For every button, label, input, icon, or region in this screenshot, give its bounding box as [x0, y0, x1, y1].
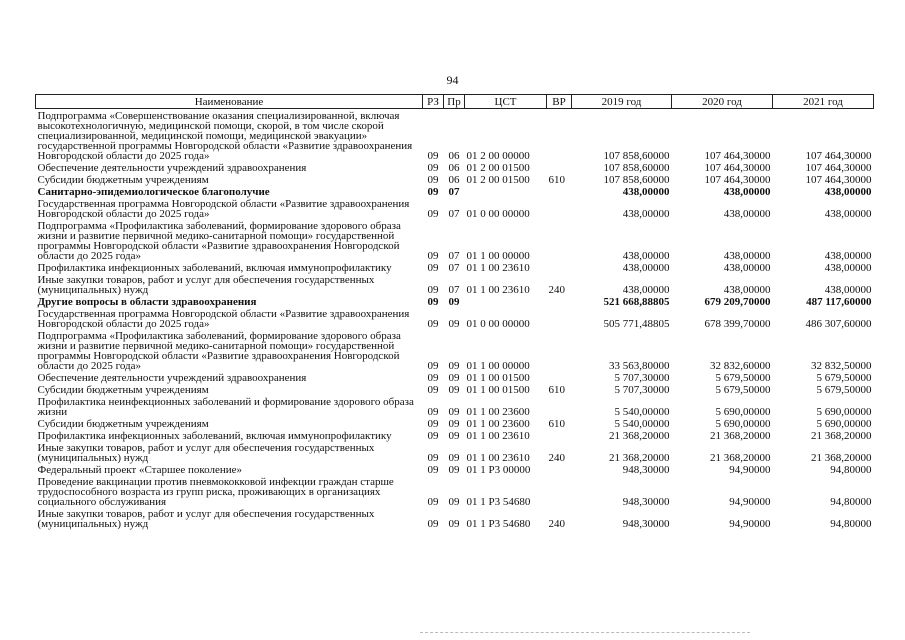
- row-vr: [547, 371, 572, 383]
- row-pr: 09: [448, 464, 460, 476]
- table-row: [36, 197, 874, 219]
- row-cst: 01 1 00 23610: [466, 262, 530, 274]
- row-2020: 679 209,70000: [704, 296, 771, 308]
- footer-rule: [420, 632, 750, 635]
- row-vr: [547, 329, 572, 371]
- row-2020: 94,90000: [729, 496, 771, 508]
- header-rz: РЗ: [423, 95, 444, 109]
- table-row: [36, 507, 874, 529]
- row-name: Профилактика инфекционных заболеваний, включая иммунопрофилактику: [37, 430, 392, 442]
- table-row: [36, 329, 874, 371]
- row-rz: 09: [427, 430, 439, 442]
- row-2020: 32 832,60000: [710, 360, 771, 372]
- row-2021: 438,00000: [824, 284, 872, 296]
- row-cst: 01 1 00 00000: [466, 360, 530, 372]
- row-2021: 94,80000: [830, 464, 872, 476]
- row-2020: 21 368,20000: [710, 452, 771, 464]
- row-2020: 678 399,70000: [704, 318, 771, 330]
- row-2019: 5 540,00000: [614, 418, 670, 430]
- row-vr: [547, 295, 572, 307]
- row-pr: 09: [448, 360, 460, 372]
- row-2021: 486 307,60000: [805, 318, 872, 330]
- row-2021: 21 368,20000: [811, 430, 872, 442]
- table-row: [36, 219, 874, 261]
- row-pr: 09: [448, 418, 460, 430]
- row-name: Другие вопросы в области здравоохранения: [37, 296, 257, 308]
- row-2021: 438,00000: [824, 186, 872, 198]
- table-row: [36, 475, 874, 507]
- row-2021: 32 832,50000: [811, 360, 872, 372]
- row-2019: 21 368,20000: [609, 430, 670, 442]
- row-rz: 09: [427, 284, 439, 296]
- row-2019: 948,30000: [622, 518, 670, 530]
- row-pr: 09: [448, 406, 460, 418]
- row-2021: 487 117,60000: [806, 296, 872, 308]
- row-name: Обеспечение деятельности учреждений здравоохранения: [37, 372, 307, 384]
- row-cst: 01 1 00 23600: [466, 406, 530, 418]
- row-2020: 94,90000: [729, 464, 771, 476]
- row-cst: 01 1 00 01500: [466, 384, 530, 396]
- row-2020: 107 464,30000: [704, 174, 771, 186]
- row-2021: 21 368,20000: [811, 452, 872, 464]
- row-rz: 09: [427, 496, 439, 508]
- row-pr: 07: [448, 250, 460, 262]
- row-2019: 438,00000: [622, 186, 670, 198]
- row-cst: 01 0 00 00000: [466, 318, 530, 330]
- table-row: [36, 161, 874, 173]
- row-name: Подпрограмма «Совершенствование оказания специализированной, включая высокотехнологичную, медицинской помощи, скорой, в том числе скорой специализированной, медицинской помощи, медицинской эвакуации» государственной программы Новгородской области «Развитие здравоохранения Новгородской области до 2025 года»: [37, 110, 413, 162]
- header-pr: Пр: [444, 95, 465, 109]
- row-name: Иные закупки товаров, работ и услуг для обеспечения государственных (муниципальных) нужд: [37, 508, 375, 530]
- row-cst: 01 2 00 01500: [466, 162, 530, 174]
- row-2019: 5 707,30000: [614, 384, 670, 396]
- row-2021: 107 464,30000: [805, 150, 872, 162]
- row-2020: 5 679,50000: [715, 372, 771, 384]
- row-pr: 09: [448, 452, 460, 464]
- row-2020: 5 679,50000: [715, 384, 771, 396]
- row-cst: 01 2 00 01500: [466, 174, 530, 186]
- row-rz: 09: [427, 262, 439, 274]
- row-2019: 948,30000: [622, 496, 670, 508]
- row-vr: 610: [548, 174, 565, 186]
- header-name: Наименование: [36, 95, 423, 109]
- row-vr: [547, 307, 572, 329]
- row-rz: 09: [427, 186, 439, 198]
- table-row: [36, 395, 874, 417]
- row-vr: [547, 261, 572, 273]
- row-name: Субсидии бюджетным учреждениям: [37, 418, 209, 430]
- row-rz: 09: [427, 250, 439, 262]
- row-cst: 01 2 00 00000: [466, 150, 530, 162]
- row-cst: 01 1 00 01500: [466, 372, 530, 384]
- table-row: [36, 173, 874, 185]
- row-2020: 5 690,00000: [715, 418, 771, 430]
- row-2019: 107 858,60000: [603, 174, 670, 186]
- row-rz: 09: [427, 406, 439, 418]
- row-pr: 06: [448, 174, 460, 186]
- table-row: [36, 273, 874, 295]
- row-vr: [547, 395, 572, 417]
- table-row: [36, 441, 874, 463]
- row-vr: [547, 475, 572, 507]
- row-cst: 01 1 00 23610: [466, 452, 530, 464]
- row-vr: 610: [548, 384, 565, 396]
- row-cst: [465, 185, 547, 197]
- row-pr: 07: [448, 262, 460, 274]
- row-2020: 438,00000: [723, 284, 771, 296]
- row-rz: 09: [427, 452, 439, 464]
- row-2019: 21 368,20000: [609, 452, 670, 464]
- row-2019: 948,30000: [622, 464, 670, 476]
- row-pr: 09: [448, 430, 460, 442]
- row-2021: 5 690,00000: [816, 406, 872, 418]
- table-row: [36, 371, 874, 383]
- row-rz: 09: [427, 296, 439, 308]
- header-2020: 2020 год: [672, 95, 773, 109]
- row-pr: 07: [448, 284, 460, 296]
- row-name: Обеспечение деятельности учреждений здравоохранения: [37, 162, 307, 174]
- row-2020: 438,00000: [723, 262, 771, 274]
- row-rz: 09: [427, 418, 439, 430]
- row-cst: 01 1 P3 54680: [466, 518, 531, 530]
- table-row: [36, 109, 874, 162]
- row-rz: 09: [427, 464, 439, 476]
- row-2019: 438,00000: [622, 284, 670, 296]
- row-cst: 01 1 00 23610: [466, 284, 530, 296]
- header-2019: 2019 год: [572, 95, 672, 109]
- row-2019: 33 563,80000: [609, 360, 670, 372]
- row-pr: 09: [448, 318, 460, 330]
- row-name: Федеральный проект «Старшее поколение»: [37, 464, 243, 476]
- row-2021: 107 464,30000: [805, 174, 872, 186]
- row-2021: 5 690,00000: [816, 418, 872, 430]
- row-vr: 240: [548, 284, 565, 296]
- row-2019: 438,00000: [622, 250, 670, 262]
- row-rz: 09: [427, 208, 439, 220]
- table-row: [36, 185, 874, 197]
- row-name: Подпрограмма «Профилактика заболеваний, формирование здорового образа жизни и развитие первичной медико-санитарной помощи» государственной программы Новгородской области «Развитие здравоохранения Новгородской области до 2025 года»: [37, 220, 401, 262]
- row-2020: 107 464,30000: [704, 162, 771, 174]
- row-pr: 09: [448, 496, 460, 508]
- table-row: [36, 261, 874, 273]
- row-2021: 107 464,30000: [805, 162, 872, 174]
- row-rz: 09: [427, 150, 439, 162]
- row-vr: [547, 161, 572, 173]
- row-vr: [547, 109, 572, 162]
- page-number: 94: [446, 73, 459, 87]
- row-2019: 107 858,60000: [603, 162, 670, 174]
- budget-table: [35, 94, 874, 529]
- table-row: [36, 429, 874, 441]
- row-vr: [547, 197, 572, 219]
- row-cst: 01 1 00 23600: [466, 418, 530, 430]
- row-cst: [465, 295, 547, 307]
- row-2021: 438,00000: [824, 208, 872, 220]
- row-2019: 5 540,00000: [614, 406, 670, 418]
- row-2021: 438,00000: [824, 250, 872, 262]
- row-rz: 09: [427, 162, 439, 174]
- row-2020: 438,00000: [723, 186, 771, 198]
- row-name: Иные закупки товаров, работ и услуг для обеспечения государственных (муниципальных) нужд: [37, 442, 375, 464]
- row-name: Субсидии бюджетным учреждениям: [37, 174, 209, 186]
- row-pr: 06: [448, 150, 460, 162]
- row-2020: 107 464,30000: [704, 150, 771, 162]
- row-cst: 01 1 00 23610: [466, 430, 530, 442]
- row-2021: 94,80000: [830, 518, 872, 530]
- row-cst: 01 1 00 00000: [466, 250, 530, 262]
- row-name: Профилактика инфекционных заболеваний, включая иммунопрофилактику: [37, 262, 392, 274]
- table-body: [36, 109, 874, 530]
- row-2019: 107 858,60000: [603, 150, 670, 162]
- row-2020: 94,90000: [729, 518, 771, 530]
- row-2019: 438,00000: [622, 262, 670, 274]
- row-vr: [547, 219, 572, 261]
- table-row: [36, 383, 874, 395]
- row-name: Проведение вакцинации против пневмококковой инфекции граждан старше трудоспособного возраста из групп риска, проживающих в организациях социального обслуживания: [37, 476, 394, 508]
- row-vr: [547, 463, 572, 475]
- table-header-row: [36, 95, 874, 109]
- header-2021: 2021 год: [773, 95, 874, 109]
- row-rz: 09: [427, 518, 439, 530]
- row-2019: 438,00000: [622, 208, 670, 220]
- row-pr: 09: [448, 296, 460, 308]
- header-cst: ЦСТ: [465, 95, 547, 109]
- row-2020: 438,00000: [723, 250, 771, 262]
- row-vr: 610: [548, 418, 565, 430]
- row-2019: 5 707,30000: [614, 372, 670, 384]
- table-row: [36, 307, 874, 329]
- row-vr: [547, 429, 572, 441]
- row-vr: 240: [548, 452, 565, 464]
- row-pr: 09: [448, 384, 460, 396]
- row-rz: 09: [427, 318, 439, 330]
- row-vr: 240: [548, 518, 565, 530]
- row-name: Иные закупки товаров, работ и услуг для обеспечения государственных (муниципальных) нужд: [37, 274, 375, 296]
- row-pr: 07: [448, 186, 460, 198]
- row-pr: 06: [448, 162, 460, 174]
- row-2019: 521 668,88805: [603, 296, 670, 308]
- row-name: Субсидии бюджетным учреждениям: [37, 384, 209, 396]
- header-vr: ВР: [547, 95, 572, 109]
- row-2020: 21 368,20000: [710, 430, 771, 442]
- row-2021: 5 679,50000: [816, 384, 872, 396]
- row-cst: 01 1 P3 00000: [466, 464, 531, 476]
- row-name: Государственная программа Новгородской области «Развитие здравоохранения Новгородской области до 2025 года»: [37, 198, 410, 220]
- table-row: [36, 463, 874, 475]
- row-2020: 5 690,00000: [715, 406, 771, 418]
- row-name: Профилактика неинфекционных заболеваний и формирование здорового образа жизни: [37, 396, 414, 418]
- row-rz: 09: [427, 384, 439, 396]
- row-2021: 94,80000: [830, 496, 872, 508]
- row-2020: 438,00000: [723, 208, 771, 220]
- row-pr: 09: [448, 518, 460, 530]
- row-vr: [547, 185, 572, 197]
- row-cst: 01 1 P3 54680: [466, 496, 531, 508]
- table-row: [36, 417, 874, 429]
- row-rz: 09: [427, 360, 439, 372]
- row-name: Государственная программа Новгородской области «Развитие здравоохранения Новгородской области до 2025 года»: [37, 308, 410, 330]
- row-name: Санитарно-эпидемиологическое благополучие: [37, 186, 270, 198]
- table-row: [36, 295, 874, 307]
- row-2021: 5 679,50000: [816, 372, 872, 384]
- row-pr: 07: [448, 208, 460, 220]
- row-rz: 09: [427, 372, 439, 384]
- row-2021: 438,00000: [824, 262, 872, 274]
- row-name: Подпрограмма «Профилактика заболеваний, формирование здорового образа жизни и развитие первичной медико-санитарной помощи» государственной программы Новгородской области «Развитие здравоохранения Новгородской области до 2025 года»: [37, 330, 401, 372]
- row-2019: 505 771,48805: [603, 318, 670, 330]
- row-cst: 01 0 00 00000: [466, 208, 530, 220]
- row-rz: 09: [427, 174, 439, 186]
- row-pr: 09: [448, 372, 460, 384]
